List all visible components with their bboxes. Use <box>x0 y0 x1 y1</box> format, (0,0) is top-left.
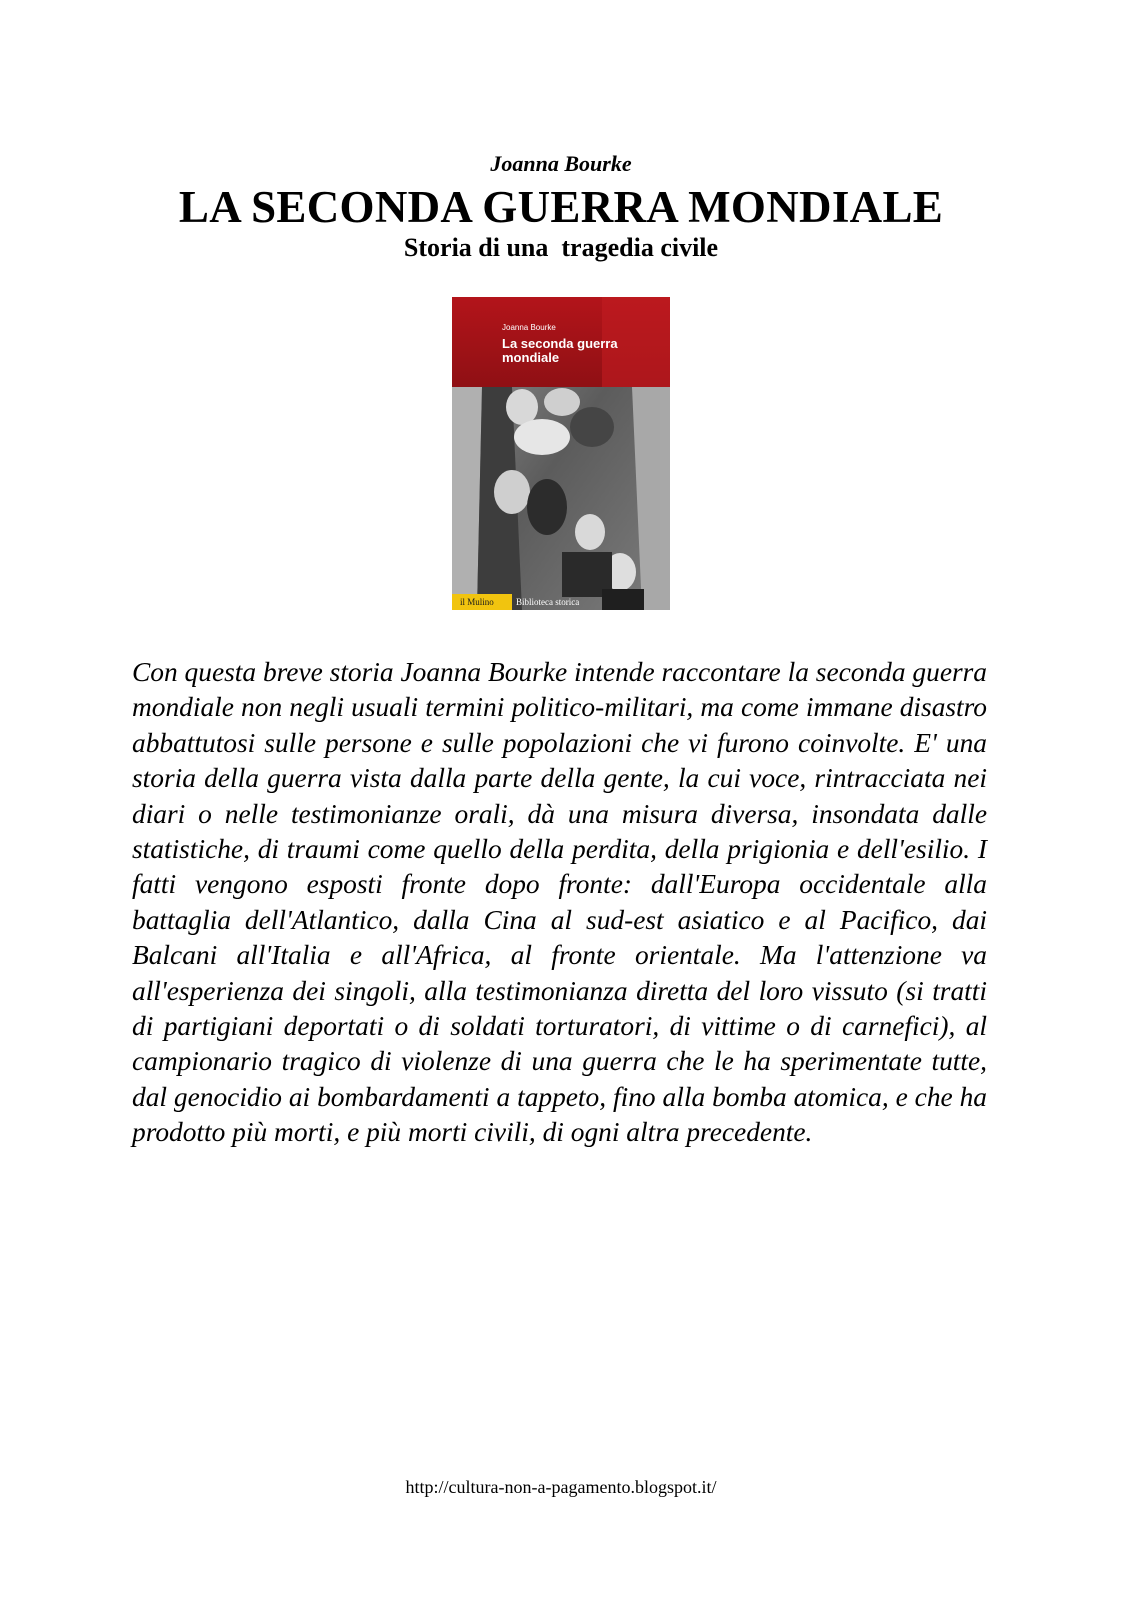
book-description: Con questa breve storia Joanna Bourke intende raccontare la seconda guerra mondiale non negli usuali termini politico-militari, ma come immane disastro abbattutosi sulle persone e sulle popolazioni che vi furono coinvolte. E' una storia della guerra vista dalla parte della gente, la cui voce, rintracciata nei diari o nelle testimonianze orali, dà una misura diversa, insondata dalle statistiche, di traumi come quello della perdita, della prigionia e dell'esilio. I fatti vengono esposti fronte dopo fronte: dall'Europa occidentale alla battaglia dell'Atlantico, dalla Cina al sud-est asiatico e al Pacifico, dai Balcani all'Italia e all'Africa, al fronte orientale. Ma l'attenzione va all'esperienza dei singoli, alla testimonianza diretta del loro vissuto (si tratti di partigiani deportati o di soldati torturatori, di vittime o di carnefici), al campionario tragico di violenze di una guerra che le ha sperimentate tutte, dal genocidio ai bombardamenti a tappeto, fino alla bomba atomica, e che ha prodotto più morti, e più morti civili, di ogni altra precedente. <box>132 657 987 1148</box>
source-url[interactable]: http://cultura-non-a-pagamento.blogspot.it/ <box>405 1477 717 1497</box>
cover-title: La seconda guerra mondiale <box>502 336 618 365</box>
cover-author: Joanna Bourke <box>502 323 556 332</box>
book-author: Joanna Bourke <box>490 151 632 176</box>
book-cover-image <box>452 297 670 610</box>
cover-series: Biblioteca storica <box>516 597 580 607</box>
publisher-badge: il Mulino <box>452 594 512 610</box>
book-title: LA SECONDA GUERRA MONDIALE <box>178 182 944 232</box>
book-subtitle: Storia di una tragedia civile <box>403 233 719 262</box>
